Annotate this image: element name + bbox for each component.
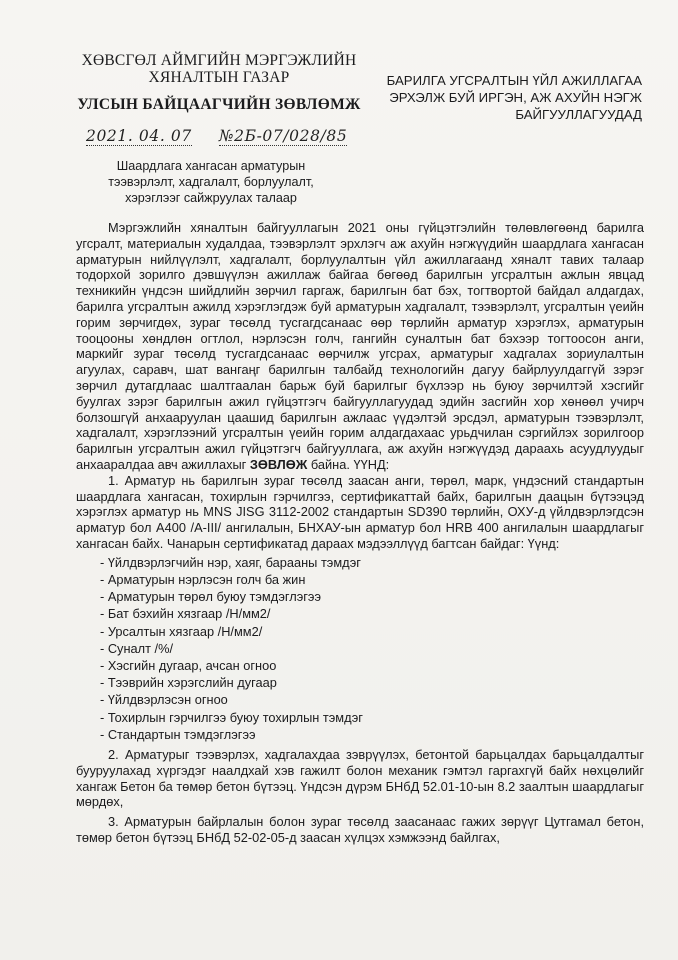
document-subject <box>100 158 322 206</box>
issuer-name-line-1: ХӨВСГӨЛ АЙМГИЙН МЭРГЭЖЛИЙН <box>81 52 357 69</box>
intro-text: Мэргэжлийн хяналтын байгууллагын 2021 оны гүйцэтгэлийн төлөвлөгөөнд барилга угсралт, материалын худалдаа, тээвэрлэлт эрхлэгч аж ахуйн нэгжүүдийн шаардлага хангасан арматурын нийлүүлэлт, хадгалалт, борлуулалтын үйл ажиллагаанд хяналт тавих талаар тодорхой зорилго дэвшүүлэн ажиллаж байгаа бөгөөд барилгын угсралтын ажлын явцад техникийн үндсэн шийдлийн зөрчил гаргаж, барилгын бат бэх, тогтвортой байдал алдагдах, барилга угсралтын ажилд хэрэглэгдэж буй арматурын хадгалалт, тээвэрлэлт, угсралтын үеийн горим зөрчигдөх, зураг төсөлд тусгагдсанаас өөр төрлийн арматур хэрэглэх, арматурын тооцооны хөндлөн огтлол, нэрлэсэн голч, гангийн суналтын бат бэхээр тогтоосон анги, маркийг зураг төсөлд тусгагдсанаас өөрчилж угсрах, арматурыг хадгалах зориулалтын агуулах, саравч, шат вангаңг барилгын талбайд технологийн дагуу байрлуулдаггүй зэрэг зөрчил дутагдлаас шалтгаалан барьж буй барилгыг бүхлээр нь буюу зөрчилтэй хэсгийг буулгах зэрэг барилгын ажил гүйцэтгэгч байгууллагуудад эдийн засгийн хор хөнөөл учирч болзошгүй анхааруулан цаашид барилгын ажлаас үүдэлтэй эрсдэл, арматурын тээвэрлэлт, хадгалалт, хэрэглээний угсралтын үеийн горим алдагдахаас урьдчилан сэргийлэх зорилгоор барилгын угсралтын ажил гүйцэтгэгч байгууллага, аж ахуйн нэгжүүдэд дараахь асуудлуудыг анхааралдаа авч ажиллахыг <box>76 220 644 472</box>
subject-line-3: хэрэглээг сайжруулах талаар <box>125 191 297 205</box>
list-item: - Үйлдвэрлэсэн огноо <box>100 692 228 708</box>
list-item: - Тохирлын гэрчилгээ буюу тохирлын тэмдэг <box>100 709 363 725</box>
intro-paragraph <box>76 220 644 473</box>
list-item: - Урсалтын хязгаар /Н/мм2/ <box>100 623 263 639</box>
certificate-info-list <box>76 554 644 743</box>
paragraph-3: 3. Арматурын байрлалын болон зураг төсөлд заасанаас гажих зөрүүг Цутгамал бетон, төмөр бетон бүтээц БНбД 52-02-05-д заасан хүлцэх хэмжээнд байлгах, <box>76 814 644 845</box>
document-date: 2021. 04. 07 <box>86 127 192 145</box>
list-item: - Суналт /%/ <box>100 640 174 656</box>
list-item: - Үйлдвэрлэгчийн нэр, хаяг, барааны тэмдэг <box>100 554 361 570</box>
list-item: - Тээврийн хэрэгслийн дугаар <box>100 675 277 691</box>
subject-line-1: Шаардлага хангасан арматурын <box>116 159 306 173</box>
document-type-title: УЛСЫН БАЙЦААГЧИЙН ЗӨВЛӨМЖ <box>77 96 361 113</box>
recipient-line-1: БАРИЛГА УГСРАЛТЫН ҮЙЛ АЖИЛЛАГАА <box>386 73 642 88</box>
issuer-block <box>64 52 374 114</box>
recipient-block <box>374 72 642 123</box>
document-body <box>76 210 644 846</box>
paragraph-2: 2. Арматурыг тээвэрлэх, хадгалахдаа зэврүүлэх, бетонтой барьцалдах барьцалдалтыг бууруулахад хүргэдэг наалдхай хэв гажилт болон механик гэмтэл гаргахгүй байх нөхцөлийг хангаж Бетон ба төмөр бетон бүтээц. Үндсэн дүрэм БНбД 52.01-10-ын 8.2 заалтын шаардлагыг мөрдөх, <box>76 746 644 810</box>
intro-tail: байна. ҮҮНД: <box>310 456 390 472</box>
issuer-name-line-2: ХЯНАЛТЫН ГАЗАР <box>148 69 290 86</box>
list-item: - Хэсгийн дугаар, ачсан огноо <box>100 657 277 673</box>
list-item: - Арматурын нэрлэсэн голч ба жин <box>100 571 306 587</box>
list-item: - Стандартын тэмдэглэгээ <box>100 726 256 742</box>
date-and-number <box>86 127 347 145</box>
recipient-line-2: ЭРХЭЛЖ БУЙ ИРГЭН, АЖ АХУЙН НЭГЖ <box>389 90 642 105</box>
list-item: - Арматурын төрөл буюу тэмдэглэгээ <box>100 589 321 605</box>
intro-bold-word: ЗӨВЛӨЖ <box>249 456 308 472</box>
list-item: - Бат бэхийн хязгаар /Н/мм2/ <box>100 606 271 622</box>
subject-line-2: тээвэрлэлт, хадгалалт, борлуулалт, <box>108 175 314 189</box>
paragraph-1: 1. Арматур нь барилгын зураг төсөлд заасан анги, төрөл, марк, үндэсний стандартын шаардлага хангасан, тохирлын гэрчилгээ, сертификаттай байх, барилгын даацын бүтээцэд хэрэглэх арматур нь MNS JISG 3112-2002 стандартын SD390 төрлийн, ОХУ-д үйлдвэрлэгдсэн арматур бол А400 /А-III/ ангилалын, БНХАУ-ын арматур бол HRB 400 ангилалын шаардлагыг хангасан байх. Чанарын сертификатад дараах мэдээллүүд багтсан байдаг: Үүнд: <box>76 472 644 551</box>
document-number: №2Б-07/028/85 <box>218 127 348 145</box>
recipient-line-3: БАЙГУУЛЛАГУУДАД <box>515 107 642 122</box>
